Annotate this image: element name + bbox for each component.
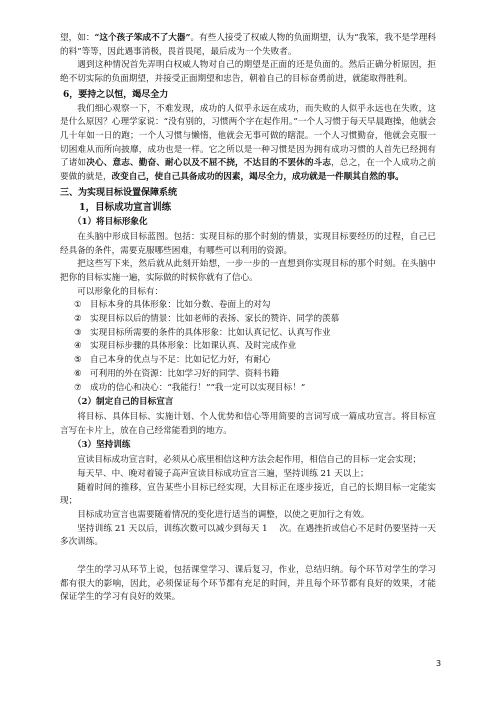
page-content bbox=[60, 32, 436, 605]
heading-make-declaration: （2）制定自己的目标宣言 bbox=[72, 397, 174, 408]
list-item: ⑥ 可利用的外在资源：比如学习好的同学、资料书籍 bbox=[74, 368, 280, 379]
paragraph-after-21-days: 坚持训练 21 天以后，训练次数可以减少到每天 1 次。在遇挫折或信心不足时仍要坚持一天多次训练。 bbox=[60, 523, 436, 548]
paragraph-progress: 随着时间的推移，宣告某些小目标已经实现，大目标正在逐步接近，自己的长期目标一定能实现； bbox=[60, 482, 436, 507]
page-number: 3 bbox=[436, 659, 442, 668]
paragraph-handle-expectation: 遇到这种情况首先弄明白权威人物对自己的期望是正面的还是负面的。然后正确分析原因，拒绝不切实际的负面期望，并接受正面期望和忠告，朝着自己的目标奋勇前进，就能取得胜利。 bbox=[60, 60, 436, 85]
quote-bold: “这个孩子笨成不了大器” bbox=[94, 33, 191, 43]
paragraph-daily-reading: 每天早、中、晚对着镜子高声宣读目标成功宣言三遍，坚持训练 21 天以上； bbox=[77, 468, 369, 479]
paragraph-believe: 宣读目标成功宣言时，必须从心底里相信这种方法会起作用，相信自己的目标一定会实现； bbox=[77, 455, 421, 466]
paragraph-habit: 我们细心观察一下，不难发现，成功的人似乎永远在成功，而失败的人似乎永远也在失败，这是什么原因？心理学家说：“没有别的，习惯两个字在起作用。”一个人习惯于每天早晨跑操，他就会几十年如一日的跑；一个人习惯与懒惰，他就会无事可做的瞎混。一个人习惯勤奋，他就会克服一切困难从而所向披靡，成功也是一样。它之所以是一种习惯是因为拥有成功习惯的人首先已经拥有了诸如决心、意志、勤奋、耐心以及不屈不挠，不达目的不罢休的斗志，总之，在一个人成功之前要做的就是，改变自己，使自己具备成功的因素，竭尽全力，成功就是一件顺其自然的事。 bbox=[60, 103, 436, 183]
list-item: ⑦ 成功的信心和决心：“我能行！”“我一定可以实现目标！” bbox=[74, 382, 306, 393]
habit-bold-2: 改变自己，使自己具备成功的因素，竭尽全力，成功就是一件顺其自然的事。 bbox=[111, 172, 404, 183]
heading-keep-training: （3）坚持训练 bbox=[72, 440, 131, 451]
heading-goal-declaration: 1，目标成功宣言训练 bbox=[79, 202, 172, 214]
section-heading-3: 三、为实现目标设置保障系统 bbox=[60, 187, 178, 198]
heading-persistence: 6，要持之以恒，竭尽全力 bbox=[63, 89, 169, 100]
visualizable-goals-list bbox=[74, 299, 436, 395]
paragraph-visualizable: 可以形象化的目标有： bbox=[77, 286, 164, 297]
list-item: ① 目标本身的具体形象：比如分数、卷面上的对勾 bbox=[74, 300, 271, 311]
habit-bold-1: 决心、意志、勤奋、耐心以及不屈不挠，不达目的不罢休的斗志 bbox=[86, 158, 332, 169]
list-item: ④ 实现目标步骤的具体形象：比如课认真、及时完成作业 bbox=[74, 341, 297, 352]
list-item: ③ 实现目标所需要的条件的具体形象：比如认真记忆、认真写作业 bbox=[74, 327, 331, 338]
paragraph-write-down: 把这些写下来，然后就从此刻开始想，一步一步的一直想到你实现目标的那个时刻。在头脑中把你的目标实施一遍，实际做的时候你就有了信心。 bbox=[60, 259, 436, 283]
list-item: ⑤ 自己本身的优点与不足：比如记忆力好，有耐心 bbox=[74, 355, 271, 366]
paragraph-goal-blueprint: 在头脑中形成目标蓝图。包括：实现目标的那个时刻的情景，实现目标要经历的过程，自己已经具备的条件，需要克服哪些困难，有哪些可以利用的资源。 bbox=[60, 231, 436, 256]
paragraph-negative-expectation: 望，如：“这个孩子笨成不了大器”。有些人接受了权威人物的负面期望，认为“我笨，我不是学理科的料”等等，因此遇事消极，畏首畏尾，最后成为一个失败者。 bbox=[60, 33, 436, 57]
list-item: ② 实现目标以后的情景：比如老师的表扬、家长的赞许、同学的羡慕 bbox=[74, 314, 340, 325]
heading-visualize-goal: （1）将目标形象化 bbox=[72, 217, 148, 228]
paragraph-adjust: 目标成功宣言也需要随着情况的变化进行适当的调整，以使之更加行之有效。 bbox=[77, 509, 370, 520]
paragraph-learning-stages: 学生的学习从环节上说，包括课堂学习、课后复习，作业，总结归纳。每个环节对学生的学习都有很大的影响，因此，必须保证每个环节都有充足的时间，并且每个环节都有良好的效果，才能保证学生的学习有良好的效果。 bbox=[60, 565, 436, 603]
paragraph-write-declaration: 将目标、具体目标、实施计划、个人优势和信心等用简要的言词写成一篇成功宣言。将目标宣言写在卡片上，放在自己经常能看到的地方。 bbox=[60, 411, 436, 436]
